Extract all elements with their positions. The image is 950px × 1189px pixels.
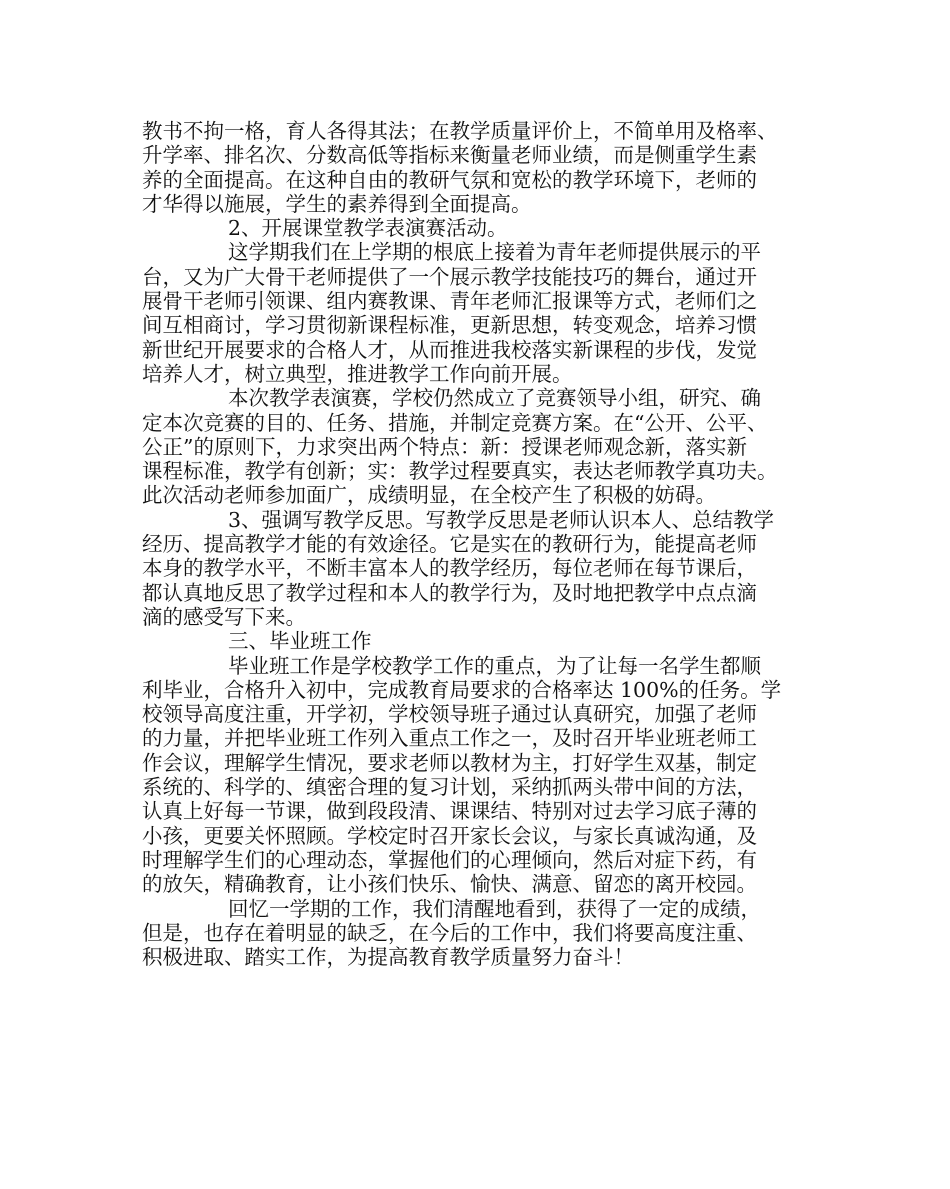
text-line: 经历、提高教学才能的有效途径。它是实在的教研行为，能提高老师 <box>142 532 757 557</box>
text-line: 3、强调写教学反思。写教学反思是老师认识本人、总结教学 <box>228 507 775 532</box>
text-line: 才华得以施展，学生的素养得到全面提高。 <box>142 191 532 216</box>
text-line: 此次活动老师参加面广，成绩明显，在全校产生了积极的妨碍。 <box>142 483 716 508</box>
text-line: 养的全面提高。在这种自由的教研气氛和宽松的教学环境下，老师的 <box>142 167 757 192</box>
text-line: 间互相商讨，学习贯彻新课程标准，更新思想，转变观念，培养习惯 <box>142 313 757 338</box>
text-line: 新世纪开展要求的合格人才，从而推进我校落实新课程的步伐，发觉 <box>142 337 757 362</box>
text-line: 小孩，更要关怀照顾。学校定时召开家长会议，与家长真诚沟通，及 <box>142 823 757 848</box>
text-line: 教书不拘一格，育人各得其法；在教学质量评价上，不简单用及格率、 <box>142 119 778 143</box>
text-line: 课程标准，教学有创新；实：教学过程要真实，表达老师教学真功夫。 <box>142 459 778 484</box>
text-line: 三、毕业班工作 <box>228 629 372 654</box>
text-line: 升学率、排名次、分数高低等指标来衡量老师业绩，而是侧重学生素 <box>142 143 757 168</box>
document-body <box>142 119 832 969</box>
text-line: 滴的感受写下来。 <box>142 604 306 629</box>
text-line: 的放矢，精确教育，让小孩们快乐、愉快、满意、留恋的离开校园。 <box>142 872 757 897</box>
text-line: 这学期我们在上学期的根底上接着为青年老师提供展示的平 <box>228 240 761 265</box>
text-line: 展骨干老师引领课、组内赛教课、青年老师汇报课等方式，老师们之 <box>142 289 757 314</box>
text-line: 台，又为广大骨干老师提供了一个展示教学技能技巧的舞台，通过开 <box>142 264 757 289</box>
text-line: 积极进取、踏实工作，为提高教育教学质量努力奋斗！ <box>142 945 634 970</box>
text-line: 利毕业，合格升入初中，完成教育局要求的合格率达 100%的任务。学 <box>142 677 782 702</box>
text-line: 本身的教学水平，不断丰富本人的教学经历，每位老师在每节课后， <box>142 556 757 581</box>
text-line: 2、开展课堂教学表演赛活动。 <box>228 216 508 241</box>
text-line: 培养人才，树立典型，推进教学工作向前开展。 <box>142 361 573 386</box>
text-line: 的力量，并把毕业班工作列入重点工作之一，及时召开毕业班老师工 <box>142 726 757 751</box>
text-line: 本次教学表演赛，学校仍然成立了竞赛领导小组，研究、确 <box>228 386 761 411</box>
text-line: 都认真地反思了教学过程和本人的教学行为，及时地把教学中点点滴 <box>142 580 757 605</box>
text-line: 时理解学生们的心理动态，掌握他们的心理倾向，然后对症下药，有 <box>142 847 757 872</box>
text-line: 认真上好每一节课，做到段段清、课课结、特别对过去学习底子薄的 <box>142 799 757 824</box>
text-line: 但是，也存在着明显的缺乏，在今后的工作中，我们将要高度注重、 <box>142 920 757 945</box>
text-line: 定本次竞赛的目的、任务、措施，并制定竞赛方案。在“公开、公平、 <box>142 410 768 435</box>
text-line: 公正”的原则下，力求突出两个特点：新：授课老师观念新，落实新 <box>142 434 747 459</box>
text-line: 作会议，理解学生情况，要求老师以教材为主，打好学生双基，制定 <box>142 750 757 775</box>
text-line: 毕业班工作是学校教学工作的重点，为了让每一名学生都顺 <box>228 653 761 678</box>
text-line: 回忆一学期的工作，我们清醒地看到，获得了一定的成绩， <box>228 896 761 921</box>
text-line: 系统的、科学的、缜密合理的复习计划，采纳抓两头带中间的方法， <box>142 775 757 800</box>
text-line: 校领导高度注重，开学初，学校领导班子通过认真研究，加强了老师 <box>142 702 757 727</box>
